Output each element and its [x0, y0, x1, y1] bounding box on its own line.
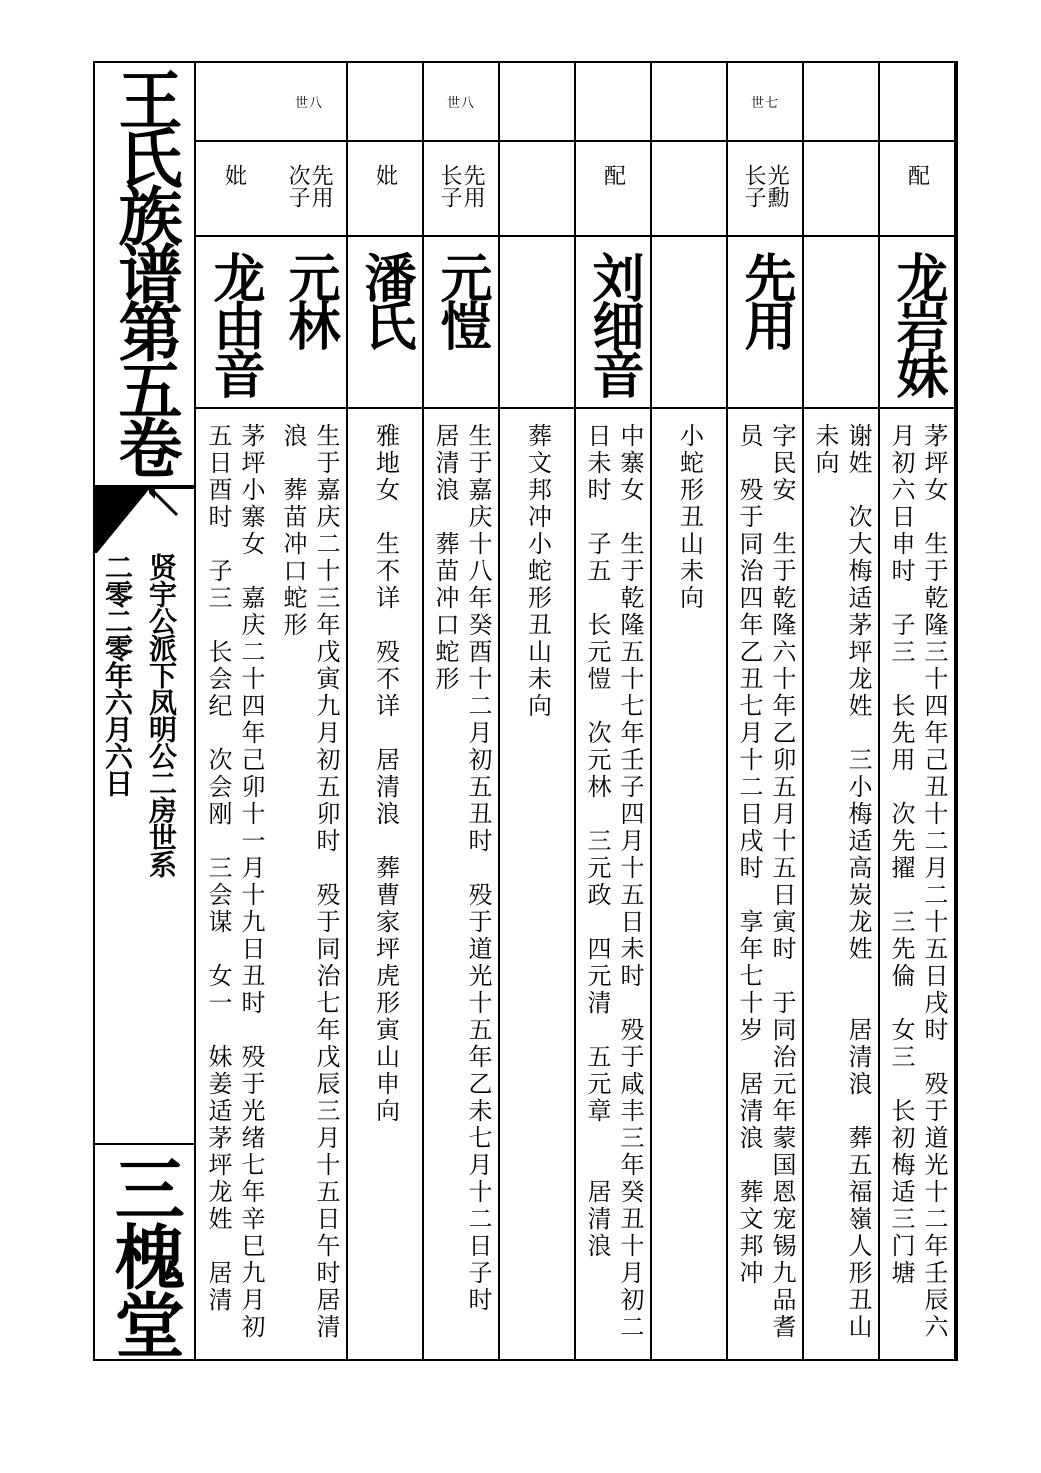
relation-cell [500, 140, 574, 237]
subtitle-area [95, 553, 194, 1143]
relation-cell [576, 140, 650, 237]
entry-column [272, 63, 348, 1359]
entry-column [804, 63, 880, 1359]
bio-cell [728, 409, 802, 1357]
generation-label [348, 63, 422, 142]
generation-label [880, 63, 954, 142]
relation-cell [196, 140, 272, 237]
bio-cell [880, 409, 954, 1357]
bio-cell [196, 409, 272, 1357]
biography-text: 葬文邦冲小蛇形丑山未向 [523, 423, 552, 720]
hall-name-box [95, 1143, 194, 1361]
name-cell [500, 237, 574, 409]
entry-column [196, 63, 272, 1359]
title-panel [95, 63, 196, 1359]
branch-lineage: 贤宇公派下凤明公二房世系 [145, 553, 178, 877]
person-name: 先用 [735, 251, 796, 347]
relation-cell [728, 140, 802, 237]
name-cell [348, 237, 422, 409]
divider-wedge [95, 485, 194, 553]
generation-label: 世七 [728, 63, 802, 142]
relation-label: 配 [904, 164, 930, 186]
genealogy-page [93, 61, 958, 1361]
relation-cell [348, 140, 422, 237]
publication-date: 二零二零年六月六日 [101, 553, 134, 796]
relation-label: 妣 [221, 164, 247, 186]
bio-cell [652, 409, 726, 1357]
entry-column [348, 63, 424, 1359]
name-cell [196, 237, 272, 409]
relation-cell [652, 140, 726, 237]
generation-label [500, 63, 574, 142]
name-cell [880, 237, 954, 409]
relation-label: 配 [600, 164, 626, 186]
bio-cell [272, 409, 346, 1357]
biography-text: 生于嘉庆十八年癸酉十二月初五丑时 殁于道光十五年乙未七月十二日子时 居清浪 葬苗冲口蛇形 [431, 423, 492, 1341]
generation-label: 世八 [424, 63, 498, 142]
person-name: 龙岩妹 [887, 251, 948, 395]
relation-cell [272, 140, 346, 237]
biography-text: 雅地女 生不详 殁不详 居清浪 葬曹家坪虎形寅山申向 [371, 423, 400, 1125]
generation-label: 世八 [272, 63, 346, 142]
entry-column [424, 63, 500, 1359]
generation-label [196, 63, 272, 142]
relation-cell [880, 140, 954, 237]
name-cell [424, 237, 498, 409]
relation-label: 先用 次子 [285, 164, 334, 208]
person-name: 元愷 [431, 251, 492, 347]
relation-cell [804, 140, 878, 237]
name-cell [576, 237, 650, 409]
entry-column [576, 63, 652, 1359]
biography-text: 小蛇形丑山未向 [675, 423, 704, 612]
hall-name: 三槐堂 [103, 1153, 187, 1357]
book-title: 王氏族谱第五卷 [107, 67, 183, 473]
bio-cell [348, 409, 422, 1357]
generation-label [576, 63, 650, 142]
bio-cell [424, 409, 498, 1357]
name-cell [804, 237, 878, 409]
person-name: 刘细音 [583, 251, 644, 395]
biography-text: 字民安 生于乾隆六十年乙卯五月十五日寅时 于同治元年蒙国恩宠锡九品耆员 殁于同治四年乙丑七月十二日戌时 享年七十岁 居清浪 葬文邦冲 [735, 423, 796, 1341]
entry-column [652, 63, 728, 1359]
relation-cell [424, 140, 498, 237]
biography-text: 谢姓 次大梅适茅坪龙姓 三小梅适高炭龙姓 居清浪 葬五福嶺人形丑山未向 [811, 423, 872, 1341]
relation-label: 光勳 长子 [741, 164, 790, 208]
biography-text: 生于嘉庆二十三年戊寅九月初五卯时 殁于同治七年戊辰三月十五日午时居清浪 葬苗冲口蛇形 [279, 423, 340, 1341]
generation-label [804, 63, 878, 142]
name-cell [272, 237, 346, 409]
biography-text: 茅坪小寨女 嘉庆二十四年己卯十一月十九日丑时 殁于光绪七年辛巳九月初五日酉时 子三 长会纪 次会刚 三会谋 女一 妹姜适茅坪龙姓 居清 [204, 423, 265, 1341]
biography-text: 茅坪女 生于乾隆三十四年己丑十二月二十五日戌时 殁于道光十二年壬辰六月初六日申时 子三 长先用 次先擢 三先倫 女三 长初梅适三门塘 [887, 423, 948, 1341]
person-name: 龙由音 [204, 251, 265, 395]
entry-column [728, 63, 804, 1359]
bio-cell [500, 409, 574, 1357]
book-title-box [95, 63, 194, 488]
relation-label: 妣 [372, 164, 398, 186]
person-name: 元林 [279, 251, 340, 347]
entry-column [880, 63, 956, 1359]
person-name: 潘氏 [355, 251, 416, 347]
biography-text: 中寨女 生于乾隆五十七年壬子四月十五日未时 殁于咸丰三年癸丑十月初二日未时 子五 长元愷 次元林 三元政 四元清 五元章 居清浪 [583, 423, 644, 1341]
name-cell [652, 237, 726, 409]
generation-label [652, 63, 726, 142]
relation-label: 先用 长子 [437, 164, 486, 208]
bio-cell [804, 409, 878, 1357]
name-cell [728, 237, 802, 409]
entry-column [500, 63, 576, 1359]
bio-cell [576, 409, 650, 1357]
